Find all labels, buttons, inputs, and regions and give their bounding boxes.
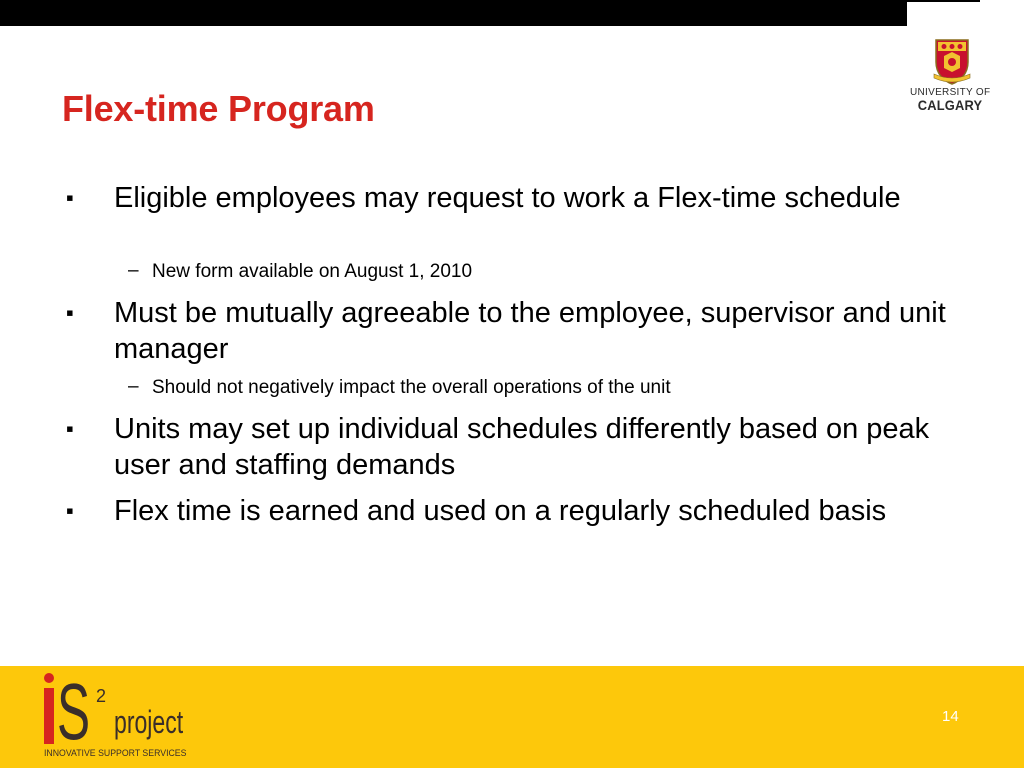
- is2-logo-tagline: INNOVATIVE SUPPORT SERVICES: [44, 748, 187, 759]
- sub-bullet-item: Should not negatively impact the overall operations of the unit: [152, 377, 671, 398]
- top-bar: [0, 0, 907, 26]
- bullet-item: Flex time is earned and used on a regularly scheduled basis: [114, 495, 887, 527]
- bullet-item: Must be mutually agreeable to the employee, supervisor and unit manager: [114, 297, 946, 365]
- university-name-line-2: CALGARY: [917, 97, 983, 113]
- is2-logo-superscript: 2: [96, 686, 107, 706]
- university-of-calgary-logo: [910, 34, 990, 116]
- bullet-marker: ▪: [66, 416, 74, 441]
- is2-logo-i-dot: [44, 673, 54, 683]
- bullet-marker: ▪: [66, 300, 74, 325]
- sub-bullet-item: New form available on August 1, 2010: [152, 261, 473, 282]
- is2-logo-i-stem: [44, 688, 54, 744]
- is2-logo-s: S: [57, 667, 91, 756]
- sub-bullet-marker: –: [128, 376, 139, 397]
- page-number: 14: [942, 708, 959, 725]
- top-bar-accent-line: [907, 0, 980, 2]
- university-name-line-1: UNIVERSITY OF: [910, 87, 991, 98]
- university-crest-icon: [932, 36, 972, 86]
- bullet-marker: ▪: [66, 498, 74, 523]
- slide-title: Flex-time Program: [62, 88, 375, 129]
- bullet-item: Eligible employees may request to work a Flex-time schedule: [114, 182, 901, 214]
- is2-logo-word: project: [114, 704, 184, 740]
- bullet-item: Units may set up individual schedules differently based on peak user and staffing demands: [114, 413, 930, 481]
- sub-bullet-marker: –: [128, 260, 139, 281]
- bullet-marker: ▪: [66, 185, 74, 210]
